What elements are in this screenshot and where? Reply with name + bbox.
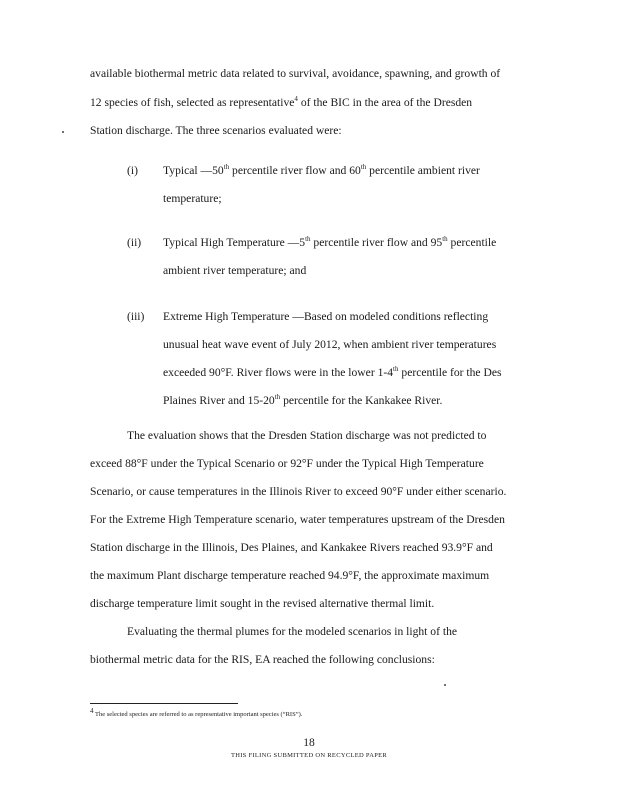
- item-ii-text-c: percentile: [447, 236, 497, 249]
- footnote-rule: [90, 703, 238, 704]
- item-i-text-b: percentile river flow and 60: [229, 164, 361, 177]
- body-line-2-start: 12 species of fish, selected as representative: [90, 96, 295, 109]
- para2-line-1: The evaluation shows that the Dresden Station discharge was not predicted to: [127, 429, 487, 442]
- item-ii-sup-2: th: [442, 235, 448, 244]
- item-iii-line-3: [163, 366, 502, 380]
- item-iii-sup-2: th: [274, 393, 281, 402]
- item-iii-text-d2: percentile for the Kankakee River.: [280, 394, 443, 407]
- para2-line-5: Station discharge in the Illinois, Des Plaines, and Kankakee Rivers reached 93.9°F and: [90, 541, 493, 554]
- footnote-text: The selected species are referred to as representative important species (“RIS”).: [93, 711, 303, 718]
- item-iii-text-d1: Plaines River and 15-20: [163, 394, 275, 407]
- list-label-iii: (iii): [127, 310, 145, 323]
- footnote-ref: 4: [294, 95, 298, 104]
- item-i-line-1: [163, 164, 480, 178]
- item-i-line-2: temperature;: [163, 192, 222, 205]
- para2-line-6: the maximum Plant discharge temperature reached 94.9°F, the approximate maximum: [90, 569, 490, 582]
- item-ii-line-1: [163, 236, 496, 250]
- body-line-2-end: of the BIC in the area of the Dresden: [297, 96, 473, 109]
- body-line-2: [90, 96, 472, 110]
- item-i-text-c: percentile ambient river: [366, 164, 480, 177]
- footnote: [90, 706, 303, 719]
- recycled-paper-notice: THIS FILING SUBMITTED ON RECYCLED PAPER: [230, 752, 388, 759]
- body-line-3: Station discharge. The three scenarios evaluated were:: [90, 124, 342, 137]
- item-ii-text-a: Typical High Temperature —5: [163, 236, 306, 249]
- item-iii-text-c2: percentile for the Des: [398, 366, 502, 379]
- page-number: 18: [303, 736, 315, 749]
- scan-speck: [444, 684, 446, 686]
- item-ii-line-2: ambient river temperature; and: [163, 264, 307, 277]
- para3-line-1: Evaluating the thermal plumes for the modeled scenarios in light of the: [127, 625, 458, 638]
- item-i-sup-2: th: [360, 163, 367, 172]
- item-iii-line-1: Extreme High Temperature —Based on modeled conditions reflecting: [163, 310, 489, 323]
- scan-speck: [62, 131, 64, 133]
- item-iii-line-2: unusual heat wave event of July 2012, when ambient river temperatures: [163, 338, 497, 351]
- item-iii-line-4: [163, 394, 442, 408]
- item-i-text-a: Typical —50: [163, 164, 224, 177]
- para2-line-4: For the Extreme High Temperature scenario, water temperatures upstream of the Dresden: [90, 513, 505, 526]
- list-label-ii: (ii): [127, 236, 142, 249]
- para2-line-2: exceed 88°F under the Typical Scenario or 92°F under the Typical High Temperature: [90, 457, 484, 470]
- footnote-number: 4: [90, 706, 94, 715]
- item-i-sup-1: th: [223, 163, 230, 172]
- item-ii-text-b: percentile river flow and 95: [310, 236, 443, 249]
- para2-line-7: discharge temperature limit sought in the revised alternative thermal limit.: [90, 597, 435, 610]
- item-iii-text-c1: exceeded 90°F. River flows were in the lower 1-4: [163, 366, 394, 379]
- para2-line-3: Scenario, or cause temperatures in the Illinois River to exceed 90°F under either scenario.: [90, 485, 507, 498]
- body-line-1: available biothermal metric data related to survival, avoidance, spawning, and growth of: [90, 67, 501, 80]
- para3-line-2: biothermal metric data for the RIS, EA reached the following conclusions:: [90, 653, 435, 666]
- list-label-i: (i): [127, 164, 138, 177]
- item-iii-sup-1: th: [393, 365, 399, 374]
- item-ii-sup-1: th: [305, 235, 311, 244]
